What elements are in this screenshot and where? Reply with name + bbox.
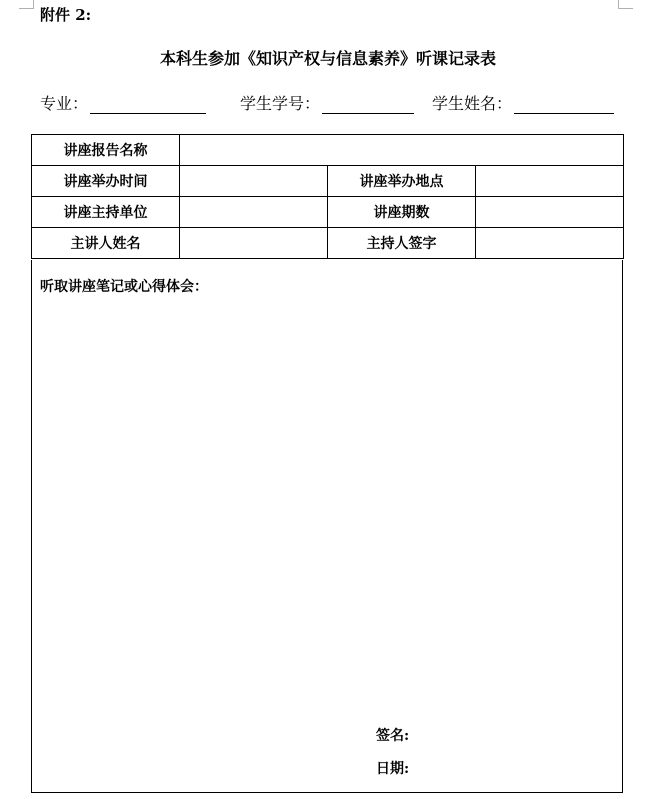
major-blank-line[interactable] bbox=[90, 95, 206, 114]
table-row-lecture-name bbox=[32, 135, 624, 166]
student-name-label: 学生姓名： bbox=[432, 94, 513, 113]
host-signature-label: 主持人签字 bbox=[328, 228, 476, 259]
signature-label: 签名: bbox=[376, 728, 410, 744]
lecture-location-value-cell[interactable] bbox=[476, 166, 624, 197]
notes-label: 听取讲座笔记或心得体会： bbox=[40, 279, 208, 295]
student-id-field bbox=[240, 91, 414, 114]
major-label: 专业： bbox=[40, 94, 89, 113]
speaker-name-value-cell[interactable] bbox=[180, 228, 328, 259]
page-corner-mark-left bbox=[19, 0, 34, 9]
document-title: 本科生参加《知识产权与信息素养》听课记录表 bbox=[159, 49, 496, 68]
table-row-time-location bbox=[32, 166, 624, 197]
student-id-blank-line[interactable] bbox=[322, 95, 414, 114]
lecture-host-value-cell[interactable] bbox=[180, 197, 328, 228]
attachment-label: 附件 2: bbox=[40, 6, 92, 24]
major-field bbox=[40, 91, 206, 114]
host-signature-value-cell[interactable] bbox=[476, 228, 624, 259]
lecture-time-label: 讲座举办时间 bbox=[32, 166, 180, 197]
table-row-speaker-signature bbox=[32, 228, 624, 259]
table-row-host-session bbox=[32, 197, 624, 228]
lecture-name-value-cell[interactable] bbox=[180, 135, 624, 166]
student-name-blank-line[interactable] bbox=[514, 95, 614, 114]
speaker-name-label: 主讲人姓名 bbox=[32, 228, 180, 259]
lecture-session-label: 讲座期数 bbox=[328, 197, 476, 228]
lecture-location-label: 讲座举办地点 bbox=[328, 166, 476, 197]
student-name-field bbox=[432, 91, 614, 114]
date-label: 日期: bbox=[376, 761, 410, 777]
lecture-notes-box[interactable] bbox=[31, 260, 623, 793]
lecture-info-table bbox=[31, 134, 624, 259]
lecture-session-value-cell[interactable] bbox=[476, 197, 624, 228]
lecture-name-label: 讲座报告名称 bbox=[32, 135, 180, 166]
lecture-time-value-cell[interactable] bbox=[180, 166, 328, 197]
student-id-label: 学生学号： bbox=[240, 94, 321, 113]
page-corner-mark-right bbox=[618, 0, 633, 9]
lecture-host-label: 讲座主持单位 bbox=[32, 197, 180, 228]
